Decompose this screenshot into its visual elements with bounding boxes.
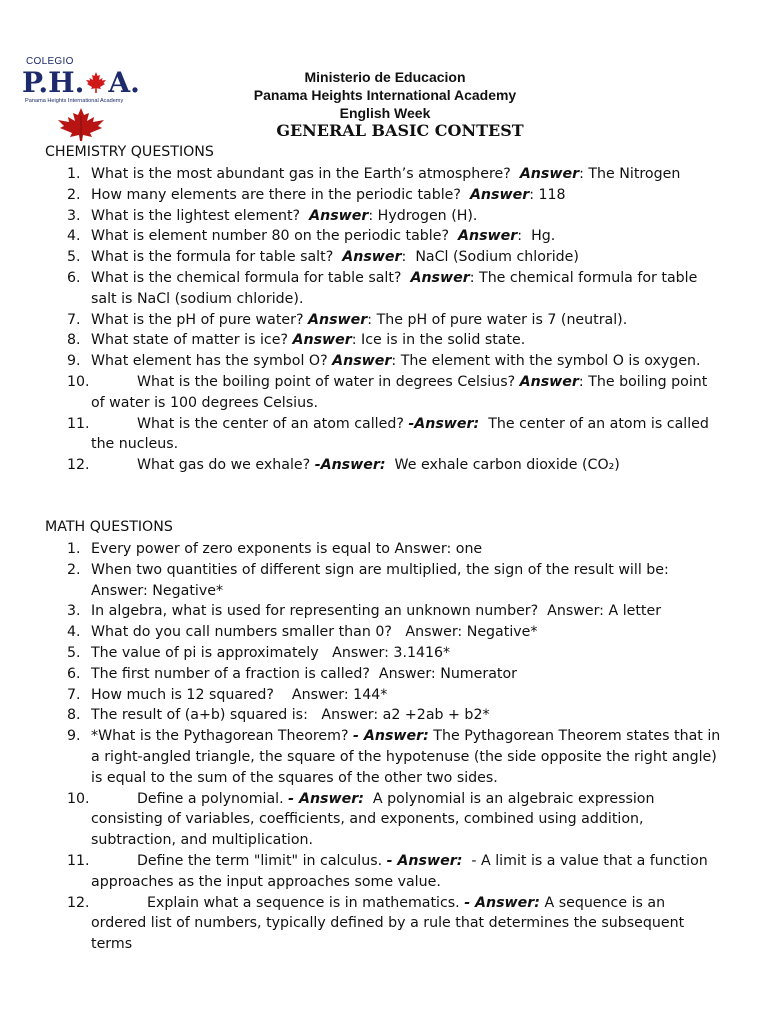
item-number: 2. [67,561,81,578]
answer-text: : The Nitrogen [579,166,681,182]
question-text: What gas do we exhale? [137,457,315,474]
maple-leaf-icon [48,106,114,142]
math-question-item [45,726,725,788]
math-heading: MATH QUESTIONS [45,519,173,535]
math-question-item [45,664,721,685]
chemistry-question-item [45,455,721,476]
item-number: 1. [67,166,81,182]
question-text: What is the boiling point of water in degrees Celsius? [137,373,520,390]
math-question-item [45,539,721,560]
question-text: What is the pH of pure water? [91,311,309,328]
question-text: What do you call numbers smaller than 0? Answer: Negative* [91,624,538,641]
question-text: When two quantities of different sign are multiplied, the sign of the result will be: Answer: Negative* [91,561,674,599]
answer-label: Answer [332,353,392,370]
question-text: What element has the symbol O? [91,353,333,370]
question-text: Define a polynomial. [137,790,289,807]
chemistry-question-item [45,247,721,268]
answer-text: : The boiling point of water is 100 degrees Celsius. [91,373,712,411]
item-number: 4. [67,624,81,641]
item-number: 3. [67,207,81,224]
question-text: In algebra, what is used for representing an unknown number? Answer: A letter [91,603,662,620]
item-number: 4. [67,228,81,245]
answer-text: : 118 [529,186,566,203]
school-logo [22,56,140,142]
question-text: The value of pi is approximately Answer: 3.1416* [91,644,451,661]
question-text: What is the lightest element? [91,207,310,224]
academy-line: Panama Heights International Academy [253,87,517,103]
math-question-item [45,851,721,893]
math-question-list [45,539,725,955]
item-number: 8. [67,707,81,724]
answer-label: Answer [308,311,368,328]
answer-text: : Ice is in the solid state. [351,332,526,349]
logo-mark-right: A. [108,66,140,99]
item-number: 5. [67,249,81,266]
item-number: 2. [67,186,81,203]
answer-label: Answer [410,269,470,286]
math-question-item [45,893,721,955]
math-question-item [45,560,721,602]
answer-label: Answer [469,186,530,203]
answer-label: Answer [292,332,352,349]
chemistry-question-item [45,351,721,372]
chemistry-question-item [45,226,721,247]
answer-label: Answer [458,228,518,245]
ministry-line: Ministerio de Educacion [304,69,466,85]
item-number: 1. [67,541,81,557]
item-number: 3. [67,603,81,620]
question-text: How many elements are there in the periodic table? [91,186,470,203]
answer-text: The Pythagorean Theorem states that in a right-angled triangle, the square of the hypotenuse (the side opposite the right angle) is equal to the sum of the squares of the other two sides. [91,728,725,786]
answer-text: We exhale carbon dioxide (CO₂) [385,457,620,474]
answer-text: A polynomial is an algebraic expression consisting of variables, coefficients, and exponents, combined using addition, subtraction, and multiplication. [91,790,659,849]
logo-colegio-text: COLEGIO [26,56,74,67]
item-number: 8. [67,332,81,349]
item-number: 12. [67,894,90,911]
answer-text: - A limit is a value that a function approaches as the input approaches some value. [91,852,713,890]
chemistry-question-item [45,206,721,227]
math-question-item [45,789,721,851]
answer-label: -Answer: [408,415,480,432]
chemistry-question-item [45,164,721,185]
question-text: What is the formula for table salt? [91,249,343,266]
question-text: The result of (a+b) squared is: Answer: a2 +2ab + b2* [91,707,490,724]
answer-text: A sequence is an ordered list of numbers, typically defined by a rule that determines the subsequent terms [91,894,689,953]
math-question-item [45,685,721,706]
answer-label: Answer [519,373,579,390]
item-number: 11. [67,415,90,432]
question-text: What is the chemical formula for table salt? [91,269,411,286]
question-text: What is the most abundant gas in the Earth’s atmosphere? [91,166,520,182]
item-number: 5. [67,644,81,661]
item-number: 9. [67,728,81,745]
chemistry-question-item [45,414,721,456]
question-text: Explain what a sequence is in mathematics. [147,894,465,911]
question-text: The first number of a fraction is called? Answer: Numerator [91,665,517,682]
math-question-item [45,705,721,726]
item-number: 9. [67,353,81,370]
item-number: 7. [67,311,81,328]
answer-label: -Answer: [314,457,386,474]
math-question-item [45,643,721,664]
answer-label: - Answer: [464,894,540,911]
logo-monogram [22,66,140,99]
item-number: 10. [67,790,90,807]
question-text: Every power of zero exponents is equal to Answer: one [91,541,483,557]
chemistry-question-item [45,268,721,310]
question-text: What state of matter is ice? [91,332,293,349]
question-text: How much is 12 squared? Answer: 144* [91,686,388,703]
answer-text: : The pH of pure water is 7 (neutral). [367,311,628,328]
question-text: What is the center of an atom called? [137,415,409,432]
item-number: 6. [67,269,81,286]
chemistry-question-list [45,164,721,476]
item-number: 6. [67,665,81,682]
chemistry-question-item [45,310,721,331]
page-title: GENERAL BASIC CONTEST [276,121,524,140]
event-line: English Week [339,105,431,121]
maple-leaf-icon [84,71,108,95]
answer-label: - Answer: [288,790,364,807]
item-number: 12. [67,457,90,474]
question-text: *What is the Pythagorean Theorem? [91,728,354,745]
chemistry-question-item [45,330,721,351]
item-number: 7. [67,686,81,703]
answer-text: : NaCl (Sodium chloride) [401,249,579,266]
question-text: Define the term "limit" in calculus. [137,852,387,869]
answer-text: : Hg. [517,228,556,245]
answer-text: : Hydrogen (H). [368,207,478,224]
logo-mark-left: P.H. [22,66,85,99]
item-number: 11. [67,852,90,869]
answer-text: : The chemical formula for table salt is NaCl (sodium chloride). [91,269,702,307]
answer-label: Answer [342,249,402,266]
math-question-item [45,601,721,622]
question-text: What is element number 80 on the periodic table? [91,228,458,245]
answer-text: The center of an atom is called the nucleus. [91,415,714,453]
item-number: 10. [67,373,90,390]
chemistry-heading: CHEMISTRY QUESTIONS [45,144,214,160]
logo-subtitle: Panama Heights International Academy [25,98,124,104]
answer-label: - Answer: [353,728,429,745]
answer-label: Answer [519,166,580,182]
answer-label: - Answer: [386,852,463,869]
answer-label: Answer [309,207,369,224]
chemistry-question-item [45,372,721,414]
chemistry-question-item [45,185,721,206]
answer-text: : The element with the symbol O is oxygen. [391,353,701,370]
math-question-item [45,622,721,643]
